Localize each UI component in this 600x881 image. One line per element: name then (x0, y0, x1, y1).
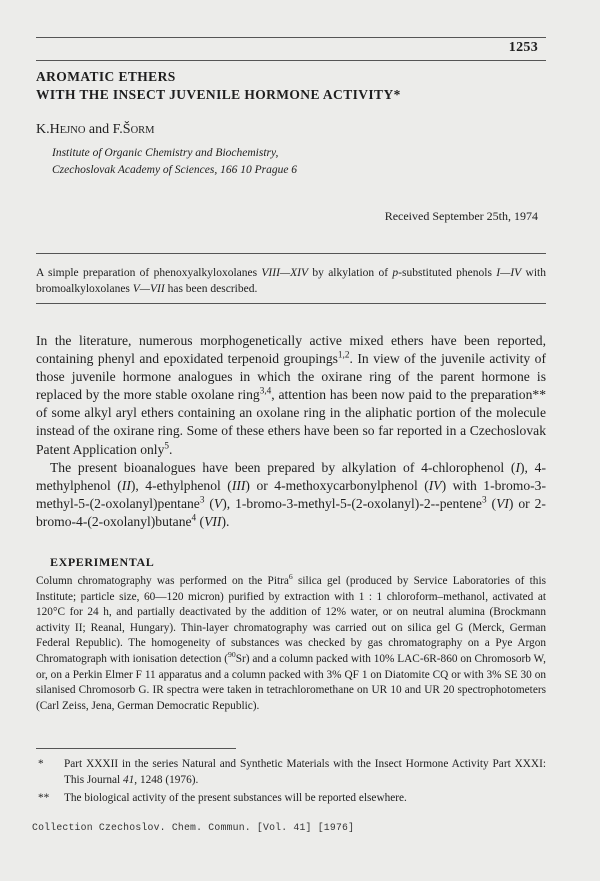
author2-rest: ORM (130, 125, 155, 136)
body-paragraph-2: The present bioanalogues have been prepared by alkylation of 4-chlorophenol (I), 4-methylphenol (II), 4-ethylphenol (III) or 4-methoxycarbonylphenol (IV) with 1-bromo-3-methyl-5-(2-oxolanyl)pentane$^3$ (V), 1-bromo-3-methyl-5-(2-oxolanyl)-2--pentene$^3$ (VI) or 2-bromo-4-(2-oxolanyl)butane$^4$ (VII). (36, 459, 546, 529)
abstract-rule-bottom (36, 303, 546, 304)
article-title (36, 68, 556, 104)
page-number: 1253 (508, 40, 538, 55)
journal-footer: Collection Czechoslov. Chem. Commun. [Vol. 41] [1976] (32, 822, 355, 833)
footnotes (36, 757, 546, 807)
authors-conjunction: and (88, 122, 110, 137)
author1-initial: K.H (36, 122, 60, 137)
footnote-1: * Part XXXII in the series Natural and Synthetic Materials with the Insect Hormone Activity Part XXXI: This Journal 41, 1248 (1976). (38, 758, 546, 786)
experimental-text: Column chromatography was performed on the Pitra$^6$ silica gel (produced by Service Laboratories of this Institute; particle size, 60—120 micron) purified by extraction with 1 : 1 chloroform–methanol, activated at 120°C for 24 h, and partially deactivated by the addition of 12% water, or on neutral alumina (Brockmann activity II; Reanal, Hungary). Thin-layer chromatography was carried out on silica gel G (Merck, German Federal Republic). The homogeneity of substances was checked by gas chromatography on a Pye Argon Chromatograph with ionisation detection ($^{90}$Sr) and a column packed with 10% LAC-6R-860 on Chromosorb W, or, on a Perkin Elmer F 11 apparatus and a column packed with 3% QF 1 on Diatomite CQ or with 3% SE 30 on silanised Chromosorb G. IR spectra were taken in tetrachloromethane on UR 10 and UR 20 spectrophotometers (Carl Zeiss, Jena, German Democratic Republic). (36, 572, 546, 712)
title-line-1: AROMATIC ETHERS (36, 69, 176, 84)
body-text (36, 332, 546, 531)
author1-rest: EJNO (59, 125, 86, 136)
abstract-rule-top (36, 253, 546, 254)
author-list (36, 122, 155, 138)
footnote-2-text: The biological activity of the present substances will be reported elsewhere. (64, 792, 407, 805)
top-rule-lower (36, 60, 546, 61)
footnote-2-mark: ** (38, 792, 50, 805)
footnote-1-mark: * (38, 758, 44, 770)
footnote-2 (36, 791, 546, 807)
affiliation-line-1: Institute of Organic Chemistry and Biochemistry, (52, 147, 279, 159)
footnote-rule (36, 748, 236, 749)
author2-initial: F.Š (112, 122, 131, 137)
affiliation (52, 145, 297, 179)
top-rule-upper (36, 37, 546, 38)
body-paragraph-1: In the literature, numerous morphogenetically active mixed ethers have been reported, containing phenyl and epoxidated terpenoid groupings$^{1,2}$. In view of the juvenile activity of those juvenile hormone analogues in which the oxirane ring of the parent hormone is replaced by the more stable oxolane ring$^{3,4}$, attention has been now paid to the preparation** of some alkyl aryl ethers containing an oxolane ring in the aliphatic portion of the molecule instead of the oxirane ring. Some of these ethers have been so far reported in a Czechoslovak Patent Application only$^5$. (36, 333, 546, 457)
experimental-heading: EXPERIMENTAL (50, 555, 155, 569)
title-line-2: WITH THE INSECT JUVENILE HORMONE ACTIVITY* (36, 87, 401, 102)
abstract: A simple preparation of phenoxyalkyloxolanes VIII—XIV by alkylation of p-substituted phenols I—IV with bromoalkyloxolanes V—VII has been described. (36, 267, 546, 295)
affiliation-line-2: Czechoslovak Academy of Sciences, 166 10 Prague 6 (52, 164, 298, 176)
received-date: Received September 25th, 1974 (384, 209, 538, 223)
